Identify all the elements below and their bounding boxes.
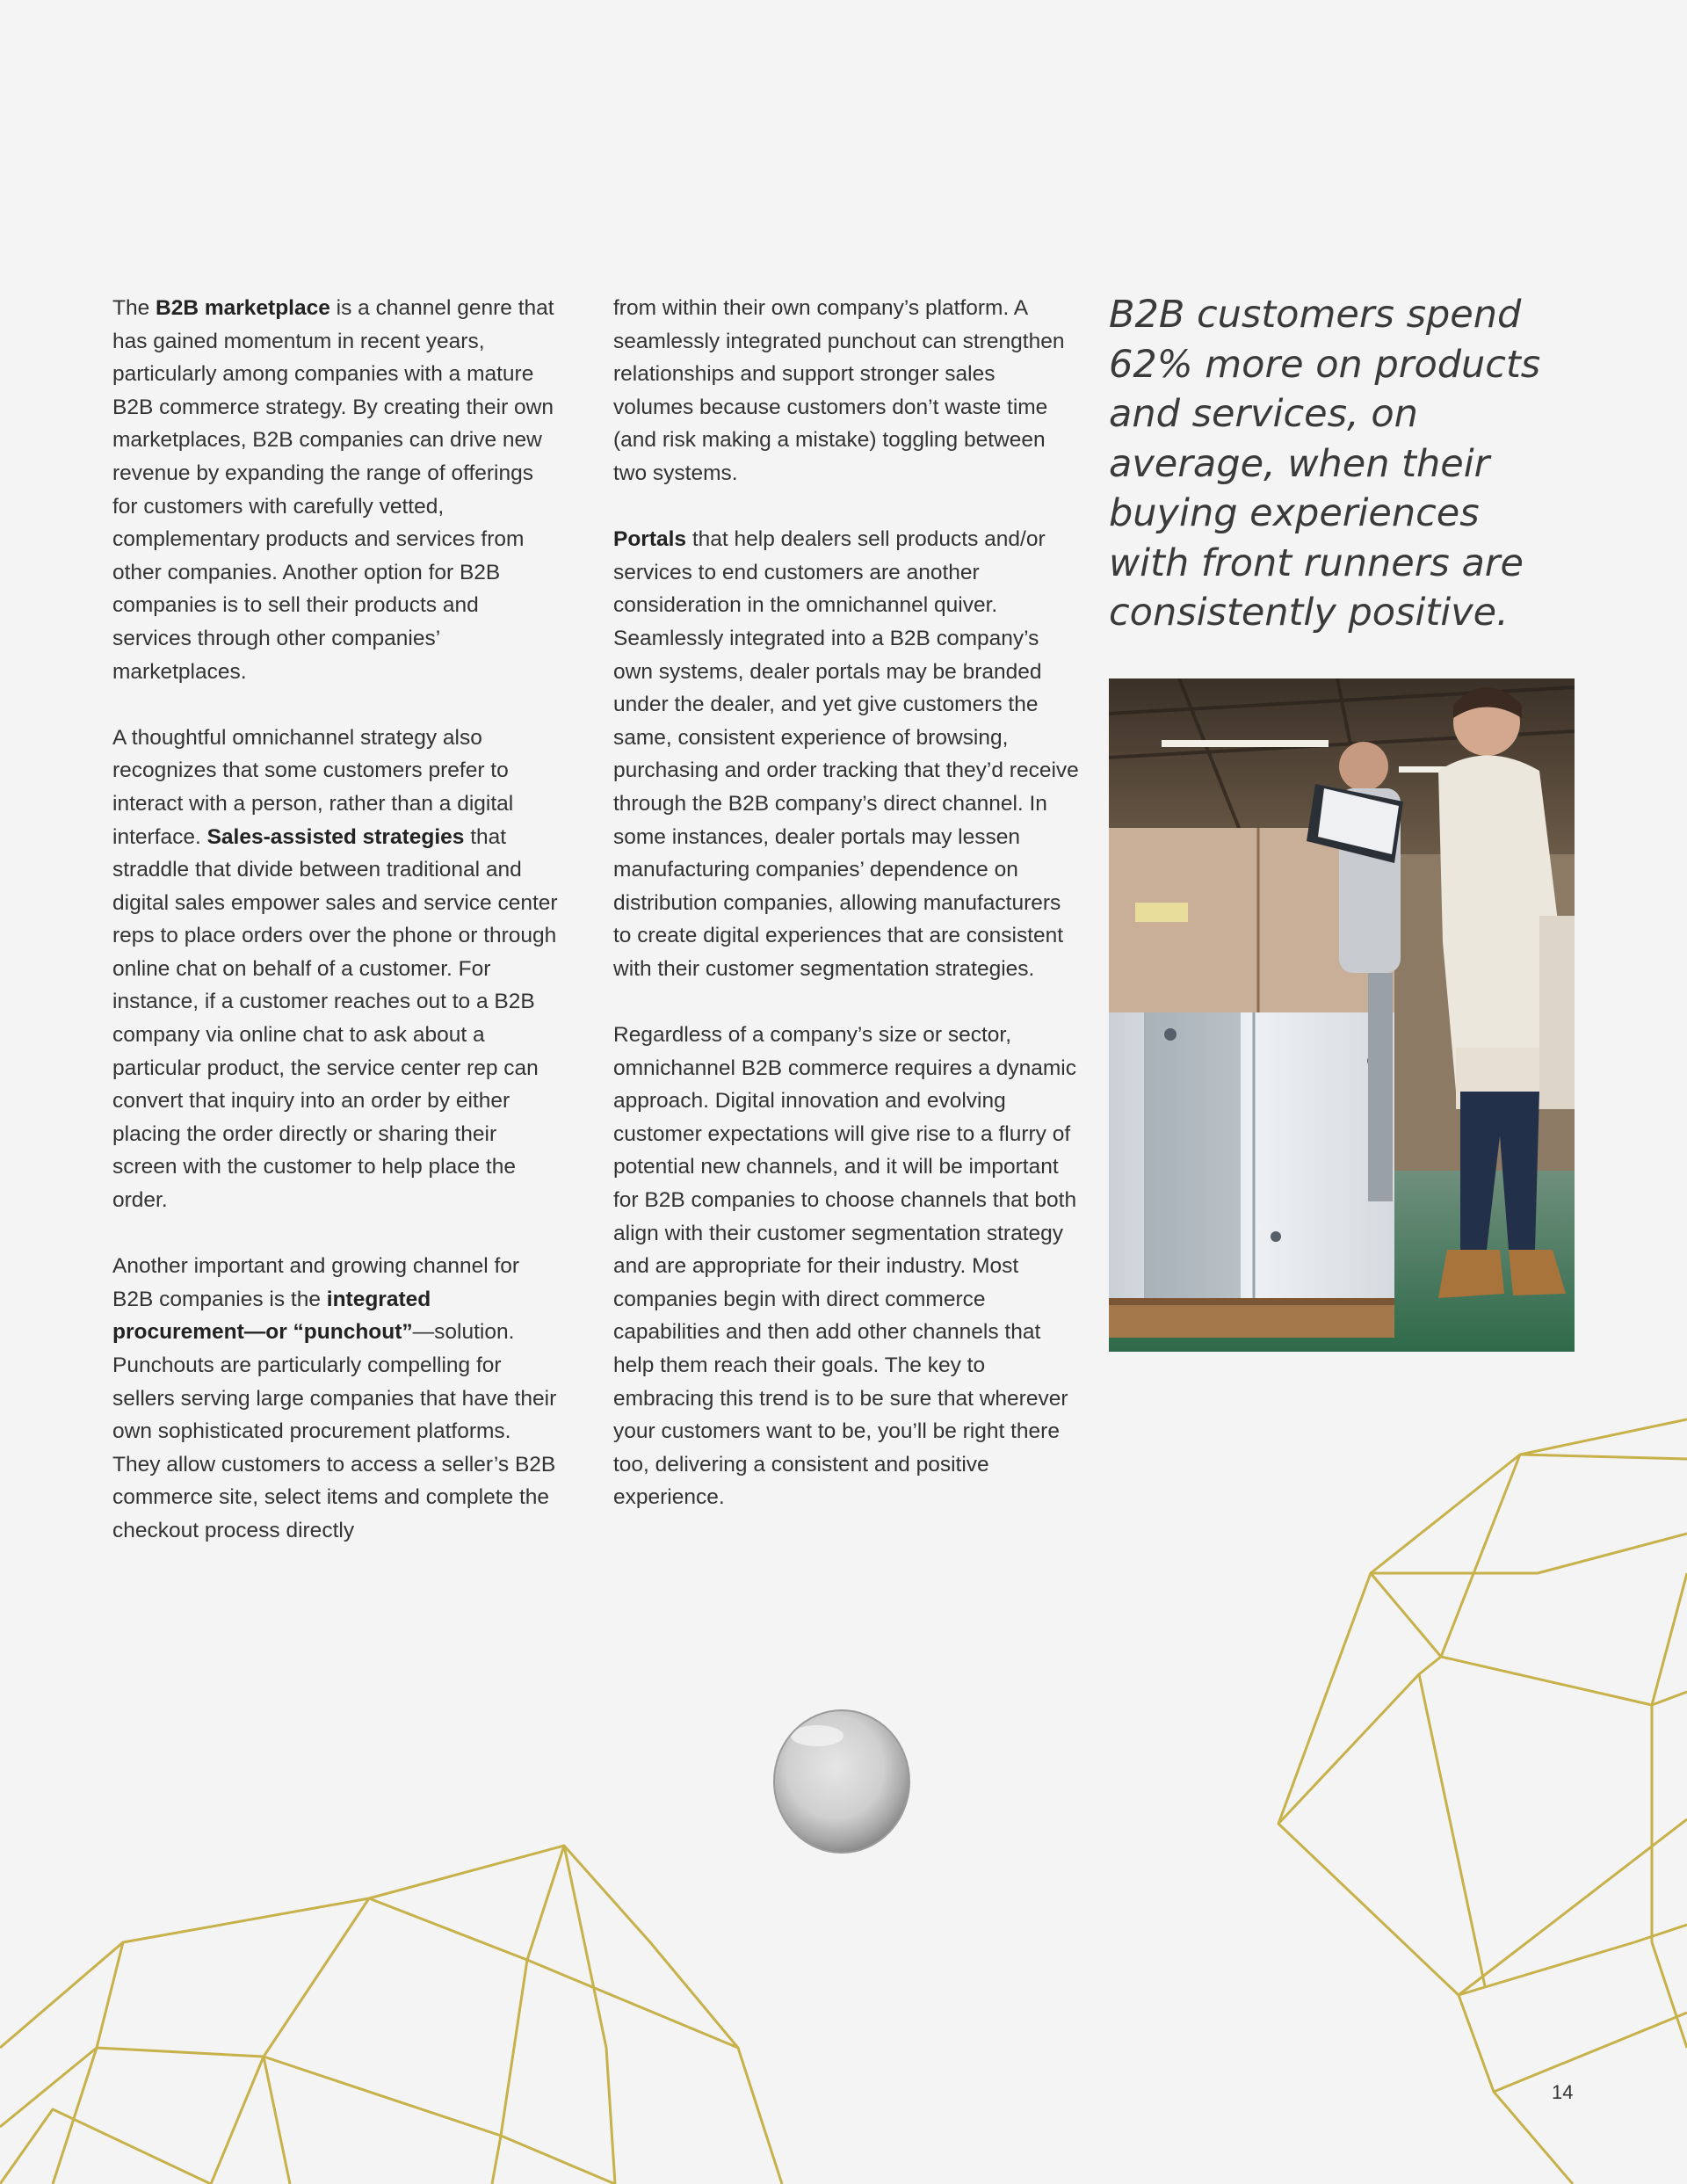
term-sales-assisted-strategies: Sales-assisted strategies [206, 824, 465, 849]
article-column-middle [613, 292, 1079, 1548]
term-integrated-procurement: integrated procurement—or “punchout” [112, 1287, 431, 1345]
paragraph-conclusion: Regardless of a company’s size or sector, omnichannel B2B commerce requires a dynamic approach. Digital innovation and evolving customer expectations will give rise to a flurry of potential new channels, and it will be important for B2B companies to choose channels that both align with their customer segmentation strategy and are appropriate for their industry. Most companies begin with direct commerce capabilities and then add other channels that help them reach their goals. The key to embracing this trend is to be sure that wherever your customers want to be, you’ll be right there too, delivering a consistent and positive experience. [613, 1023, 1077, 1510]
pull-quote: B2B customers spend 62% more on products and services, on average, when their buying experiences with front runners are consistently positive. [1109, 293, 1541, 635]
term-portals: Portals [613, 527, 687, 552]
page-number: 14 [1552, 2081, 1574, 2103]
paragraph-punchout-continued: from within their own company’s platform. A seamlessly integrated punchout can strengthen relationships and support stronger sales volumes because customers don’t waste time (and risk making a mistake) toggling between two systems. [613, 296, 1065, 485]
paragraph-marketplace: The B2B marketplace is a channel genre that has gained momentum in recent years, particularly among companies with a mature B2B commerce strategy. By creating their own marketplaces, B2B companies can drive new revenue by expanding the range of offerings for customers with carefully vetted, complementary products and services from other companies. Another option for B2B companies is to sell their products and services through other companies’ marketplaces. [112, 296, 554, 684]
paragraph-sales-assisted: A thoughtful omnichannel strategy also recognizes that some customers prefer to interact with a person, rather than a digital interface. Sales-assisted strategies that straddle that divide between traditional and digital sales empower sales and service center reps to place orders over the phone or through online chat on behalf of a customer. For instance, if a customer reaches out to a B2B company via online chat to ask about a particular product, the service center rep can convert that inquiry into an order by either placing the order directly or sharing their screen with the customer to help place the order. [112, 725, 558, 1213]
warehouse-photo [1109, 678, 1575, 1352]
paragraph-portals: Portals that help dealers sell products and/or services to end customers are another consideration in the omnichannel quiver. Seamlessly integrated into a B2B company’s own systems, dealer portals may be branded under the dealer, and yet give customers the same, consistent experience of browsing, purchasing and order tracking that they’d receive through the B2B company’s direct channel. In some instances, dealer portals may lessen manufacturing companies’ dependence on distribution companies, allowing manufacturers to create digital experiences that are consistent with their customer segmentation strategies. [613, 527, 1079, 981]
term-b2b-marketplace: B2B marketplace [156, 296, 330, 320]
article-column-left [112, 292, 561, 1580]
paragraph-punchout: Another important and growing channel for B2B companies is the integrated procurement—or “punchout”—solution. Punchouts are particularly compelling for sellers serving large companies that have their own sophisticated procurement platforms. They allow customers to access a seller’s B2B commerce site, select items and complete the checkout process directly [112, 1254, 557, 1542]
